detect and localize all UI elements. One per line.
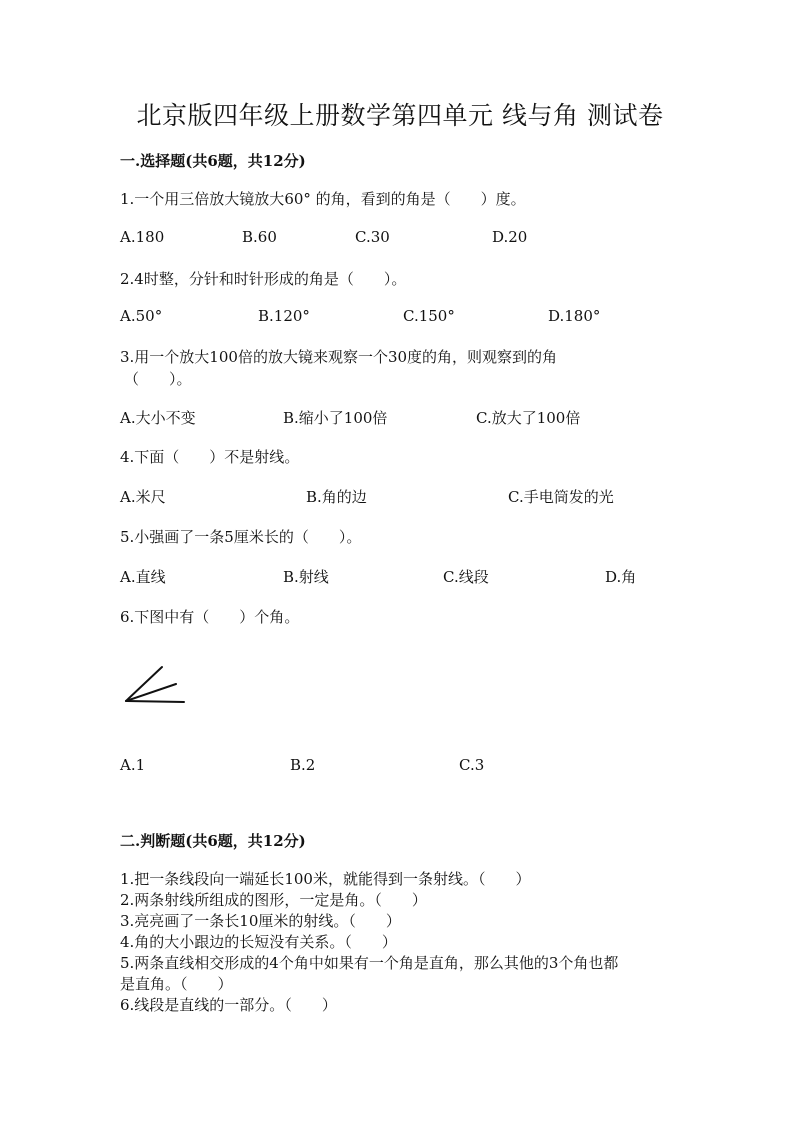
judgement-item: 4.角的大小跟边的长短没有关系。（ ） xyxy=(120,933,397,951)
option-item: A.50° xyxy=(120,307,163,325)
question-text: 2.4时整，分针和时针形成的角是（ ）。 xyxy=(120,270,407,288)
option-item: B.角的边 xyxy=(306,488,367,506)
question-text: 4.下面（ ）不是射线。 xyxy=(120,448,300,466)
judgement-item: 5.两条直线相交形成的4个角中如果有一个角是直角，那么其他的3个角也都 xyxy=(120,954,619,972)
option-item: B.缩小了100倍 xyxy=(283,409,388,427)
page-title: 北京版四年级上册数学第四单元 线与角 测试卷 xyxy=(136,101,664,130)
option-item: D.角 xyxy=(605,568,637,586)
question-text-continued: （ ）。 xyxy=(124,370,192,388)
question-text: 5.小强画了一条5厘米长的（ ）。 xyxy=(120,528,362,546)
judgement-item: 6.线段是直线的一部分。（ ） xyxy=(120,996,337,1014)
option-item: B.2 xyxy=(290,756,316,774)
angle-figure xyxy=(120,660,200,710)
option-item: C.150° xyxy=(403,307,455,325)
option-item: B.射线 xyxy=(283,568,329,586)
option-item: B.60 xyxy=(242,228,277,246)
judgement-item-continued: 是直角。（ ） xyxy=(120,975,233,993)
question-text: 3.用一个放大100倍的放大镜来观察一个30度的角，则观察到的角 xyxy=(120,348,558,366)
option-item: C.30 xyxy=(355,228,390,246)
option-item: A.米尺 xyxy=(120,488,166,506)
question-text: 6.下图中有（ ）个角。 xyxy=(120,608,300,626)
option-item: A.直线 xyxy=(120,568,166,586)
option-item: A.大小不变 xyxy=(120,409,196,427)
option-item: A.180 xyxy=(120,228,165,246)
angle-ray-middle xyxy=(126,684,176,701)
option-item: C.线段 xyxy=(443,568,489,586)
option-item: D.180° xyxy=(548,307,601,325)
option-item: C.放大了100倍 xyxy=(476,409,581,427)
judgement-item: 2.两条射线所组成的图形，一定是角。（ ） xyxy=(120,891,427,909)
option-item: C.手电筒发的光 xyxy=(508,488,614,506)
question-text: 1.一个用三倍放大镜放大60° 的角，看到的角是（ ）度。 xyxy=(120,190,526,208)
option-item: B.120° xyxy=(258,307,310,325)
section-heading-judgement: 二.判断题(共6题，共12分) xyxy=(120,832,306,850)
option-item: C.3 xyxy=(459,756,485,774)
judgement-item: 1.把一条线段向一端延长100米，就能得到一条射线。（ ） xyxy=(120,870,531,888)
angle-ray-bottom xyxy=(126,701,184,702)
option-item: D.20 xyxy=(492,228,528,246)
judgement-item: 3.亮亮画了一条长10厘米的射线。（ ） xyxy=(120,912,401,930)
option-item: A.1 xyxy=(120,756,146,774)
section-heading-choice: 一.选择题(共6题，共12分) xyxy=(120,152,306,170)
